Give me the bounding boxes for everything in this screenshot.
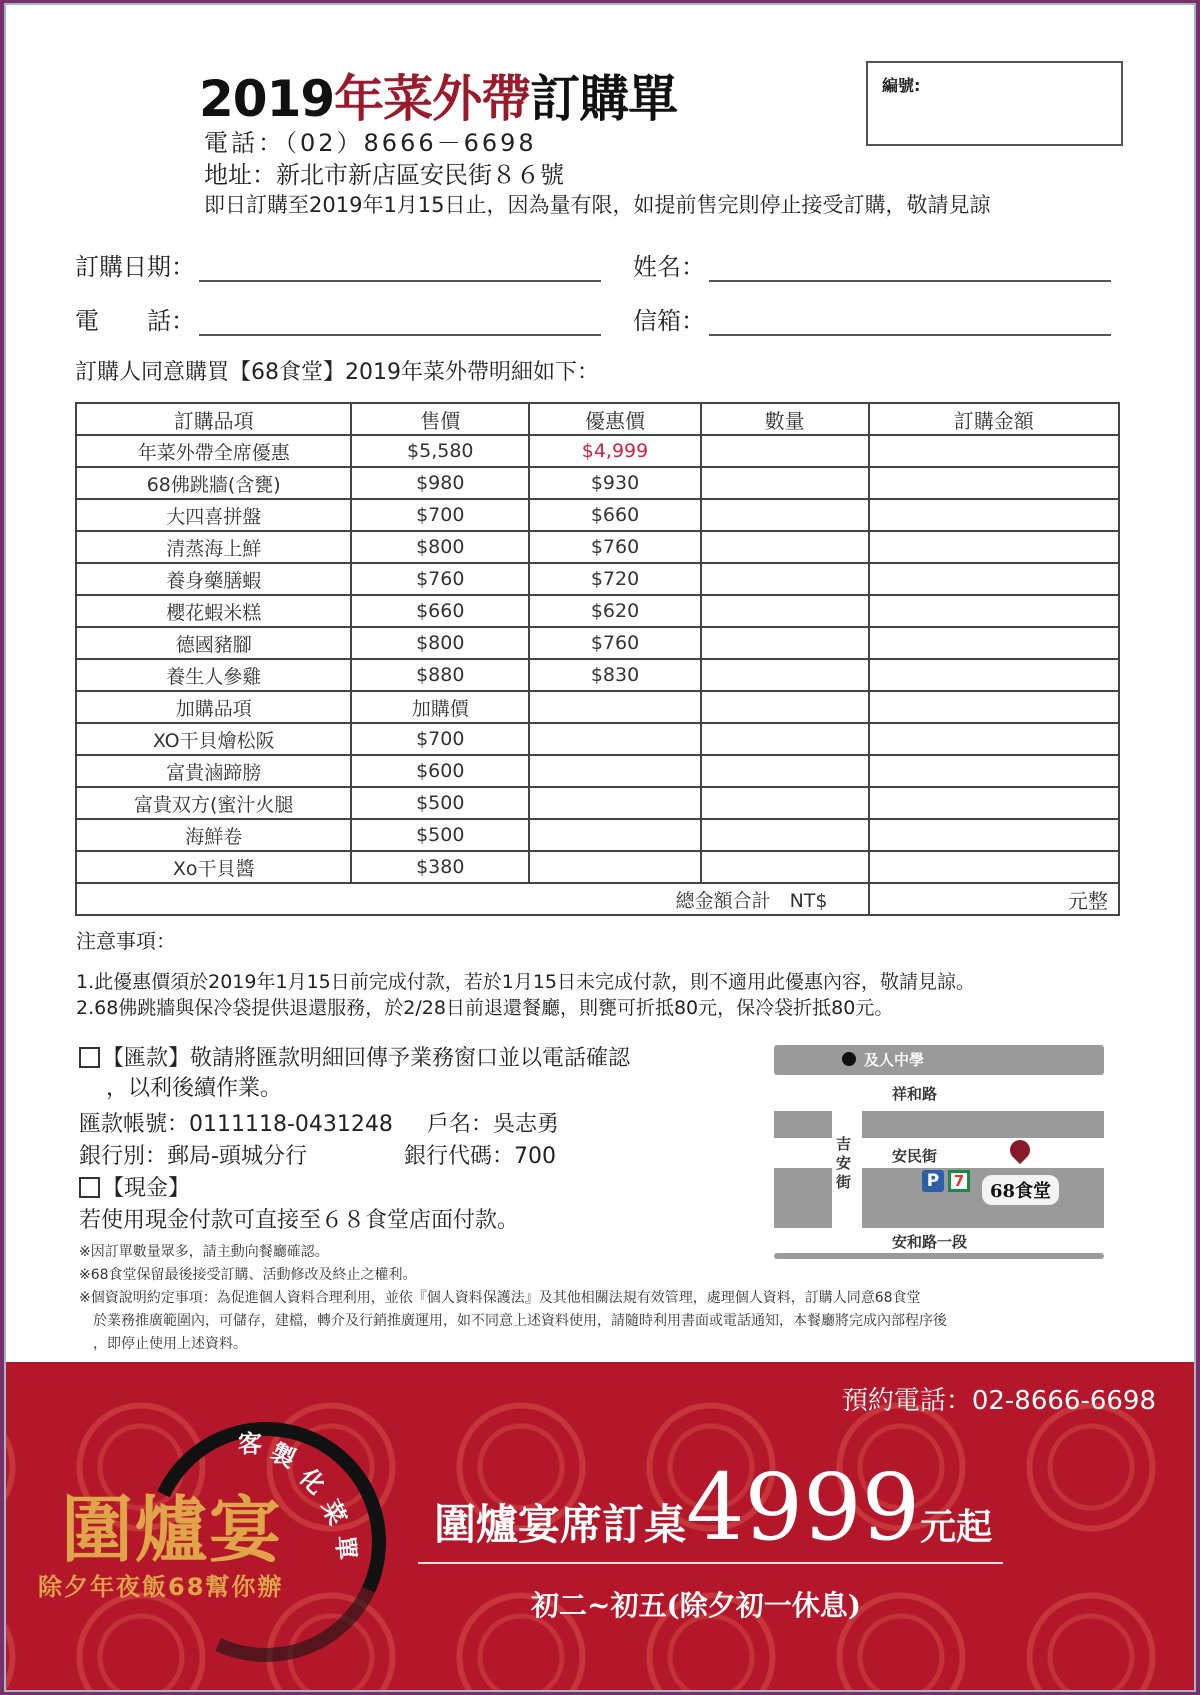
item-cell: 養身藥膳蝦 bbox=[76, 563, 351, 595]
price-cell: $760 bbox=[351, 563, 529, 595]
quantity-cell[interactable] bbox=[701, 723, 869, 755]
promo-price-cell: $720 bbox=[529, 563, 701, 595]
headline-price: 4999 bbox=[686, 1454, 921, 1561]
location-pin-icon bbox=[1006, 1136, 1034, 1164]
total-label: 總金額合計 NT$ bbox=[76, 883, 869, 915]
table-row bbox=[76, 755, 1119, 787]
item-cell: 櫻花蝦米糕 bbox=[76, 595, 351, 627]
notes-title: 注意事項： bbox=[76, 929, 176, 953]
map-block-top bbox=[774, 1045, 1104, 1075]
item-cell: 清蒸海上鮮 bbox=[76, 531, 351, 563]
fine-print-1: ※因訂單數量眾多，請主動向餐廳確認。 bbox=[79, 1244, 329, 1260]
amount-cell[interactable] bbox=[869, 819, 1120, 851]
quantity-cell[interactable] bbox=[701, 755, 869, 787]
quantity-cell[interactable] bbox=[701, 531, 869, 563]
table-row bbox=[76, 723, 1119, 755]
brush-char: 製 bbox=[266, 1438, 300, 1474]
headline-suffix: 元起 bbox=[920, 1506, 993, 1548]
item-cell: 富貴双方(蜜汁火腿 bbox=[76, 787, 351, 819]
amount-cell[interactable] bbox=[869, 435, 1120, 467]
brand-subtitle: 除夕年夜飯68幫你辦 bbox=[38, 1573, 284, 1601]
total-row bbox=[76, 883, 1119, 915]
order-date-input[interactable] bbox=[199, 258, 601, 282]
map-block bbox=[862, 1111, 1104, 1138]
quantity-cell[interactable] bbox=[701, 819, 869, 851]
col-header-price: 售價 bbox=[351, 403, 529, 435]
table-row bbox=[76, 627, 1119, 659]
fine-print-3: ※個資說明約定事項：為促進個人資料合理利用，並依『個人資料保護法』及其他相關法規有效管理，處理個人資料，訂購人同意68食堂 bbox=[79, 1290, 921, 1306]
price-cell: $800 bbox=[351, 627, 529, 659]
note-1: 1.此優惠價須於2019年1月15日前完成付款，若於1月15日未完成付款，則不適用此優惠內容，敬請見諒。 bbox=[76, 971, 976, 993]
col-header-qty: 數量 bbox=[701, 403, 869, 435]
promo-price-cell: $830 bbox=[529, 659, 701, 691]
amount-cell[interactable] bbox=[869, 595, 1120, 627]
cash-checkbox[interactable] bbox=[79, 1177, 100, 1198]
table-row bbox=[76, 659, 1119, 691]
serial-label: 編號: bbox=[882, 76, 921, 95]
order-form-page bbox=[4, 3, 1196, 1692]
promo-price-cell: $4,999 bbox=[529, 435, 701, 467]
table-row bbox=[76, 531, 1119, 563]
order-date-label: 訂購日期： bbox=[75, 253, 195, 281]
amount-cell[interactable] bbox=[869, 627, 1120, 659]
map-block-bottom bbox=[774, 1253, 1104, 1259]
item-cell: XO干貝燴松阪 bbox=[76, 723, 351, 755]
table-row bbox=[76, 467, 1119, 499]
price-cell: $380 bbox=[351, 851, 529, 883]
amount-cell[interactable] bbox=[869, 499, 1120, 531]
amount-cell[interactable] bbox=[869, 563, 1120, 595]
fine-print-2: ※68食堂保留最後接受訂購、活動修改及終止之權利。 bbox=[79, 1267, 417, 1283]
table-row bbox=[76, 499, 1119, 531]
quantity-cell[interactable] bbox=[701, 435, 869, 467]
col-header-amount: 訂購金額 bbox=[869, 403, 1120, 435]
cash-label: 【現金】 bbox=[102, 1176, 191, 1201]
price-cell: $500 bbox=[351, 819, 529, 851]
header-phone: 電話：（02）8666－6698 bbox=[204, 129, 537, 157]
school-label: 及人中學 bbox=[842, 1049, 924, 1070]
email-field[interactable] bbox=[633, 301, 1111, 336]
amount-cell[interactable] bbox=[869, 851, 1120, 883]
amount-cell[interactable] bbox=[869, 659, 1120, 691]
headline bbox=[434, 1454, 993, 1561]
amount-cell[interactable] bbox=[869, 755, 1120, 787]
quantity-cell[interactable] bbox=[701, 659, 869, 691]
header-notice: 即日訂購至2019年1月15日止，因為量有限，如提前售完則停止接受訂購，敬請見諒 bbox=[204, 193, 991, 217]
title-year: 2019 bbox=[199, 70, 335, 128]
quantity-cell[interactable] bbox=[701, 691, 869, 723]
table-row bbox=[76, 819, 1119, 851]
road-top-label: 祥和路 bbox=[892, 1085, 938, 1103]
promo-banner bbox=[6, 1362, 1196, 1692]
name-input[interactable] bbox=[709, 258, 1111, 282]
reservation-phone: 預約電話：02-8666-6698 bbox=[841, 1386, 1156, 1416]
page-title bbox=[199, 59, 677, 131]
email-label: 信箱： bbox=[633, 307, 705, 335]
quantity-cell[interactable] bbox=[701, 851, 869, 883]
quantity-cell[interactable] bbox=[701, 627, 869, 659]
amount-cell[interactable] bbox=[869, 531, 1120, 563]
road-vertical-label: 吉安街 bbox=[836, 1135, 852, 1191]
quantity-cell[interactable] bbox=[701, 787, 869, 819]
table-row bbox=[76, 435, 1119, 467]
headline-prefix: 圍爐宴席訂桌 bbox=[434, 1500, 687, 1549]
table-header-row bbox=[76, 403, 1119, 435]
note-2: 2.68佛跳牆與保冷袋提供退還服務，於2/28日前退還餐廳，則甕可折抵80元，保冷袋折抵80元。 bbox=[76, 997, 894, 1019]
opening-hours: 初二~初五(除夕初一休息) bbox=[531, 1589, 861, 1622]
price-cell: $880 bbox=[351, 659, 529, 691]
promo-price-cell: $930 bbox=[529, 467, 701, 499]
location-map bbox=[774, 1045, 1104, 1260]
amount-cell[interactable] bbox=[869, 467, 1120, 499]
transfer-option[interactable] bbox=[79, 1041, 630, 1072]
title-red: 年菜外帶 bbox=[334, 69, 531, 128]
headline-divider bbox=[418, 1562, 1003, 1564]
order-intro: 訂購人同意購買【68食堂】2019年菜外帶明細如下： bbox=[75, 360, 599, 385]
item-cell: Xo干貝醬 bbox=[76, 851, 351, 883]
school-marker-icon bbox=[842, 1052, 856, 1066]
map-block bbox=[774, 1111, 832, 1138]
account-name: 戶名：吳志勇 bbox=[427, 1112, 560, 1137]
brush-char: 單 bbox=[330, 1534, 361, 1561]
bank-name: 銀行別：郵局-頭城分行 bbox=[79, 1144, 307, 1169]
item-cell: 德國豬腳 bbox=[76, 627, 351, 659]
order-date-field[interactable] bbox=[75, 247, 601, 282]
phone-field[interactable] bbox=[75, 301, 601, 336]
order-table bbox=[75, 402, 1120, 916]
promo-price-cell bbox=[529, 851, 701, 883]
table-row bbox=[76, 595, 1119, 627]
cash-option[interactable] bbox=[79, 1171, 190, 1202]
price-cell: $600 bbox=[351, 755, 529, 787]
cash-desc: 若使用現金付款可直接至６８食堂店面付款。 bbox=[79, 1208, 520, 1233]
amount-cell[interactable] bbox=[869, 787, 1120, 819]
promo-price-cell bbox=[529, 787, 701, 819]
brush-char: 客 bbox=[238, 1430, 262, 1458]
phone-label: 電 話： bbox=[75, 307, 195, 335]
col-header-item: 訂購品項 bbox=[76, 403, 351, 435]
amount-cell[interactable] bbox=[869, 691, 1120, 723]
map-block bbox=[774, 1168, 832, 1228]
road-mid-label: 安民街 bbox=[892, 1147, 938, 1165]
serial-number-box[interactable] bbox=[866, 61, 1123, 146]
transfer-checkbox[interactable] bbox=[79, 1047, 100, 1068]
item-cell: 大四喜拼盤 bbox=[76, 499, 351, 531]
price-cell: $660 bbox=[351, 595, 529, 627]
promo-price-cell: $760 bbox=[529, 531, 701, 563]
price-cell: $500 bbox=[351, 787, 529, 819]
header-address: 地址：新北市新店區安民街８６號 bbox=[204, 161, 564, 189]
col-header-promo: 優惠價 bbox=[529, 403, 701, 435]
road-bottom-label: 安和路一段 bbox=[892, 1233, 968, 1251]
item-cell: 富貴滷蹄膀 bbox=[76, 755, 351, 787]
price-cell: $800 bbox=[351, 531, 529, 563]
item-cell: 68佛跳牆(含甕) bbox=[76, 467, 351, 499]
quantity-cell[interactable] bbox=[701, 499, 869, 531]
phone-input[interactable] bbox=[199, 312, 601, 336]
parking-icon: P bbox=[922, 1170, 944, 1192]
quantity-cell[interactable] bbox=[701, 595, 869, 627]
transfer-label: 【匯款】敬請將匯款明細回傳予業務窗口並以電話確認 bbox=[102, 1046, 631, 1071]
name-field[interactable] bbox=[633, 247, 1111, 282]
brush-char: 化 bbox=[293, 1462, 331, 1500]
table-row bbox=[76, 691, 1119, 723]
quantity-cell[interactable] bbox=[701, 563, 869, 595]
price-cell: $5,580 bbox=[351, 435, 529, 467]
fine-print-5: ，即停止使用上述資料。 bbox=[79, 1336, 247, 1352]
promo-price-cell: $660 bbox=[529, 499, 701, 531]
brand-title: 圍爐宴 bbox=[61, 1487, 284, 1572]
amount-cell[interactable] bbox=[869, 723, 1120, 755]
price-cell: $980 bbox=[351, 467, 529, 499]
bank-code: 銀行代碼：700 bbox=[404, 1144, 556, 1169]
price-cell: 加購價 bbox=[351, 691, 529, 723]
table-row bbox=[76, 787, 1119, 819]
transfer-label-cont: ，以利後續作業。 bbox=[106, 1076, 283, 1101]
account-number: 匯款帳號：0111118-0431248 bbox=[79, 1112, 393, 1137]
total-amount-cell[interactable]: 元整 bbox=[869, 883, 1120, 915]
title-black: 訂購單 bbox=[530, 69, 678, 128]
promo-price-cell: $760 bbox=[529, 627, 701, 659]
item-cell: 海鮮卷 bbox=[76, 819, 351, 851]
brush-char: 菜 bbox=[315, 1495, 352, 1530]
price-cell: $700 bbox=[351, 723, 529, 755]
item-cell: 養生人參雞 bbox=[76, 659, 351, 691]
promo-price-cell bbox=[529, 755, 701, 787]
promo-price-cell bbox=[529, 819, 701, 851]
promo-price-cell: $620 bbox=[529, 595, 701, 627]
promo-price-cell bbox=[529, 691, 701, 723]
email-input[interactable] bbox=[709, 312, 1111, 336]
restaurant-label: 68食堂 bbox=[982, 1175, 1059, 1205]
price-cell: $700 bbox=[351, 499, 529, 531]
promo-price-cell bbox=[529, 723, 701, 755]
quantity-cell[interactable] bbox=[701, 467, 869, 499]
item-cell: 年菜外帶全席優惠 bbox=[76, 435, 351, 467]
convenience-store-icon: 7 bbox=[948, 1170, 970, 1192]
name-label: 姓名： bbox=[633, 253, 705, 281]
fine-print-4: 於業務推廣範圍內，可儲存，建檔，轉介及行銷推廣運用，如不同意上述資料使用，請隨時利用書面或電話通知，本餐廳將完成內部程序後 bbox=[79, 1313, 947, 1329]
table-row bbox=[76, 563, 1119, 595]
table-row bbox=[76, 851, 1119, 883]
item-cell: 加購品項 bbox=[76, 691, 351, 723]
